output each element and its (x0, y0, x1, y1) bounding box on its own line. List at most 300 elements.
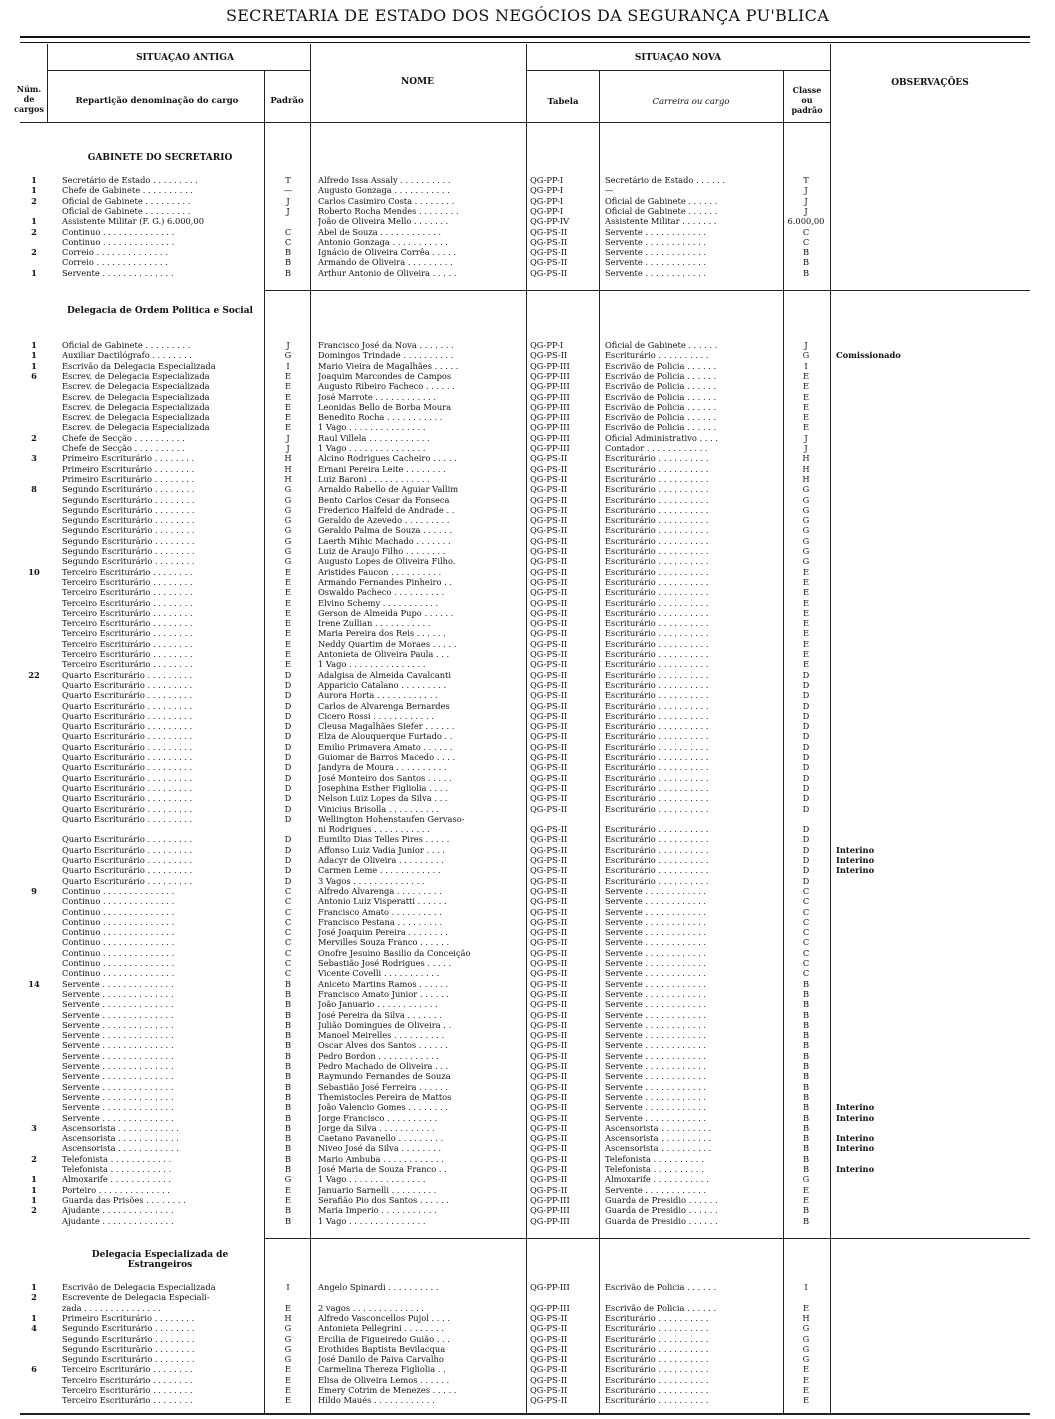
person-name: Angelo Spinardi . . . . . . . . . . (318, 1282, 439, 1292)
cargo-name: Quarto Escriturário . . . . . . . . . (62, 690, 193, 701)
tabela-value: QG-PS-II (530, 1323, 568, 1334)
person-name: Sebastião José Rodrigues . . . . . (318, 958, 452, 968)
padrao-value: G (284, 525, 292, 536)
person-name: Josephina Esther Figliolia . . . . (318, 782, 448, 793)
carreira-value: Servente . . . . . . . . . . . . (605, 1112, 707, 1123)
table-row (0, 1061, 1055, 1071)
carreira-value: Escriturário . . . . . . . . . . (605, 865, 709, 876)
tabela-value: QG-PP-I (530, 340, 564, 350)
table-row (0, 1354, 1055, 1364)
padrao-value: C (284, 236, 292, 247)
cargo-name: Servente . . . . . . . . . . . . . . (62, 1050, 174, 1061)
cargo-count: 1 (31, 1312, 37, 1323)
cargo-name: Terceiro Escriturário . . . . . . . . (62, 607, 193, 618)
table-row (0, 628, 1055, 638)
header-reparticao: Repartição denominação do cargo (75, 96, 239, 106)
table-row (0, 1020, 1055, 1030)
carreira-value: Escriturário . . . . . . . . . . (605, 484, 709, 495)
person-name: Arthur Antonio de Oliveira . . . . . (318, 267, 457, 278)
padrao-value: E (284, 1374, 292, 1385)
carreira-value: Contador . . . . . . . . . . . . (605, 443, 708, 453)
cargo-name: Primeiro Escriturário . . . . . . . . (62, 463, 195, 474)
person-name: Nelson Luiz Lopes da Silva . . . (318, 793, 448, 804)
person-name: Carlos de Alvarenga Bernardes (318, 700, 450, 711)
padrao-value: C (284, 937, 292, 948)
classe-value: G (802, 556, 810, 567)
carreira-value: Secretário de Estado . . . . . . (605, 175, 726, 185)
page-title: SECRETARIA DE ESTADO DOS NEGÓCIOS DA SEGURANÇA PU'BLICA (225, 6, 830, 25)
person-name: José Maria de Souza Franco . . (318, 1164, 447, 1174)
table-row (0, 1185, 1055, 1195)
carreira-value: Escriturário . . . . . . . . . . (605, 1385, 709, 1395)
carreira-value: Servente . . . . . . . . . . . . (605, 978, 707, 989)
person-name: Adalgisa de Almeida Cavalcanti (318, 669, 452, 680)
cargo-name: Continuo . . . . . . . . . . . . . . (62, 885, 175, 896)
person-name: Mario Ambuba . . . . . . . . . . . . (318, 1153, 444, 1164)
padrao-value: G (284, 515, 292, 526)
cargo-name: Terceiro Escriturário . . . . . . . . (62, 566, 193, 577)
person-name: Pedro Machado de Oliveira . . . (318, 1061, 449, 1071)
cargo-name: Terceiro Escriturário . . . . . . . . (62, 1364, 193, 1375)
cargo-name: Segundo Escriturário . . . . . . . . (62, 1323, 195, 1334)
tabela-value: QG-PS-II (530, 257, 568, 268)
classe-value: G (802, 504, 810, 515)
classe-value: E (802, 649, 810, 659)
table-row (0, 1051, 1055, 1061)
cargo-name: Servente . . . . . . . . . . . . . . (62, 1061, 174, 1071)
padrao-value: D (284, 752, 292, 762)
padrao-value: B (284, 1215, 292, 1226)
padrao-value: B (284, 988, 292, 999)
person-name: Antonio Luiz Visperatti . . . . . . (318, 896, 447, 907)
cargo-name: Correio . . . . . . . . . . . . . . (62, 247, 168, 258)
padrao-value: G (284, 494, 292, 505)
cargo-name: Quarto Escriturário . . . . . . . . . (62, 855, 193, 865)
cargo-name: Continuo . . . . . . . . . . . . . . (62, 947, 175, 958)
person-name: Benedito Rocha . . . . . . . . . . . (318, 412, 443, 423)
classe-value: E (802, 638, 810, 649)
table-row (0, 1040, 1055, 1050)
tabela-value: QG-PS-II (530, 927, 568, 938)
table-row (0, 587, 1055, 597)
padrao-value: B (284, 1050, 292, 1061)
cargo-name: Servente . . . . . . . . . . . . . . (62, 1071, 174, 1082)
tabela-value: QG-PS-II (530, 762, 568, 773)
carreira-value: Escriturário . . . . . . . . . . (605, 710, 709, 721)
classe-value: B (802, 1143, 810, 1154)
person-name: Maria Pereira dos Reis . . . . . . (318, 628, 446, 639)
tabela-value: QG-PS-II (530, 504, 568, 515)
padrao-value: G (284, 546, 292, 556)
observacao-value: Interino (836, 844, 875, 855)
header-padrao: Padrão (270, 96, 304, 106)
carreira-value: Escriturário . . . . . . . . . . (605, 669, 709, 680)
tabela-value: QG-PS-II (530, 546, 568, 556)
classe-value: B (802, 1205, 810, 1216)
classe-value: H (802, 1312, 810, 1323)
classe-value: E (802, 381, 810, 392)
cargo-name: Ascensorista . . . . . . . . . . . . (62, 1143, 179, 1154)
padrao-value: E (284, 1194, 292, 1205)
table-row (0, 216, 1055, 226)
table-row (0, 567, 1055, 577)
carreira-value: Escrivão de Policia . . . . . . (605, 401, 717, 412)
table-row (0, 793, 1055, 803)
carreira-value: Escriturário . . . . . . . . . . (605, 504, 709, 515)
classe-value: J (804, 205, 808, 216)
padrao-value: J (286, 340, 290, 350)
person-name: Erothides Baptista Bevilacqua (318, 1343, 446, 1354)
top-rule-thin (20, 42, 1030, 43)
classe-value: D (802, 669, 810, 680)
cargo-name: Primeiro Escriturário . . . . . . . . (62, 1312, 195, 1323)
cargo-name: Quarto Escriturário . . . . . . . . . (62, 834, 193, 845)
padrao-value: C (284, 927, 292, 938)
person-name: Neddy Quartim de Moraes . . . . . (318, 638, 457, 649)
padrao-value: E (284, 412, 292, 423)
person-name: Augusto Ribeiro Facheco . . . . . . (318, 381, 455, 392)
person-name: Mario Vieira de Magalhães . . . . . (318, 360, 459, 371)
padrao-value: B (284, 1061, 292, 1071)
person-name: Caetano Pavanello . . . . . . . . . (318, 1133, 444, 1144)
observacao-value: Interino (836, 865, 875, 876)
carreira-value: Servente . . . . . . . . . . . . (605, 1030, 707, 1041)
carreira-value: Escrivão de Policia . . . . . . (605, 381, 717, 392)
cargo-name: Ajudante . . . . . . . . . . . . . . (62, 1205, 174, 1216)
padrao-value: D (284, 700, 292, 711)
carreira-value: Escriturário . . . . . . . . . . (605, 494, 709, 505)
table-row (0, 1092, 1055, 1102)
carreira-value: Escriturário . . . . . . . . . . (605, 1323, 709, 1334)
cargo-name: Servente . . . . . . . . . . . . . . (62, 1009, 174, 1020)
cargo-name: Servente . . . . . . . . . . . . . . (62, 1019, 174, 1030)
classe-value: B (802, 247, 810, 258)
tabela-value: QG-PS-II (530, 1050, 568, 1061)
cargo-count: 22 (28, 669, 40, 680)
tabela-value: QG-PS-II (530, 1009, 568, 1020)
tabela-value: QG-PP-III (530, 1302, 570, 1313)
cargo-count: 1 (31, 1282, 37, 1292)
table-row (0, 268, 1055, 278)
cargo-name: Continuo . . . . . . . . . . . . . . (62, 236, 175, 247)
carreira-value: Escriturário . . . . . . . . . . (605, 1374, 709, 1385)
padrao-value: E (284, 566, 292, 577)
padrao-value: B (284, 1071, 292, 1082)
padrao-value: B (284, 1143, 292, 1154)
classe-value: E (802, 659, 810, 670)
padrao-value: C (284, 896, 292, 907)
cargo-name: Oficial de Gabinete . . . . . . . . . (62, 340, 191, 350)
person-name: Jandyra de Moura . . . . . . . . . . (318, 762, 447, 773)
padrao-value: E (284, 576, 292, 587)
table-row (0, 917, 1055, 927)
cargo-count: 2 (31, 1292, 37, 1303)
carreira-value: Escriturário . . . . . . . . . . (605, 782, 709, 793)
cargo-name: Continuo . . . . . . . . . . . . . . (62, 896, 175, 907)
header-rule-antiga (48, 70, 310, 71)
carreira-value: Escrivão de Policia . . . . . . (605, 391, 717, 402)
padrao-value: B (284, 978, 292, 989)
cargo-name: Terceiro Escriturário . . . . . . . . (62, 618, 193, 629)
tabela-value: QG-PS-II (530, 824, 568, 835)
classe-value: B (802, 1091, 810, 1102)
classe-value: B (802, 267, 810, 278)
table-row (0, 443, 1055, 453)
classe-value: C (802, 885, 810, 896)
classe-value: D (802, 875, 810, 886)
cargo-name: Segundo Escriturário . . . . . . . . (62, 556, 195, 567)
person-name: 3 Vagos . . . . . . . . . . . . . . (318, 875, 425, 886)
carreira-value: Almoxarife . . . . . . . . . . . (605, 1174, 709, 1185)
classe-value: G (802, 1343, 810, 1354)
person-name: Elza de Alouquerque Furtado . . (318, 731, 453, 742)
classe-value: B (802, 1215, 810, 1226)
cargo-name: Continuo . . . . . . . . . . . . . . (62, 906, 175, 917)
cargo-count: 1 (31, 216, 37, 227)
person-name: 1 Vago . . . . . . . . . . . . . . . (318, 1174, 426, 1185)
carreira-value: Servente . . . . . . . . . . . . (605, 896, 707, 907)
tabela-value: QG-PS-II (530, 865, 568, 876)
classe-value: E (802, 628, 810, 639)
carreira-value: Escriturário . . . . . . . . . . (605, 1333, 709, 1344)
classe-value: C (802, 896, 810, 907)
classe-value: B (802, 1102, 810, 1113)
classe-value: C (802, 236, 810, 247)
carreira-value: Escriturário . . . . . . . . . . (605, 824, 709, 835)
cargo-name: Terceiro Escriturário . . . . . . . . (62, 659, 193, 670)
header-bottom-rule (20, 122, 830, 123)
table-row (0, 577, 1055, 587)
classe-value: G (802, 350, 810, 361)
classe-value: J (804, 195, 808, 206)
section-separator-2 (264, 1238, 1030, 1239)
table-row (0, 742, 1055, 752)
cargo-name: Quarto Escriturário . . . . . . . . . (62, 782, 193, 793)
padrao-value: E (284, 1395, 292, 1406)
person-name: Apparicio Catalano . . . . . . . . . (318, 679, 447, 690)
tabela-value: QG-PS-II (530, 741, 568, 752)
padrao-value: B (284, 999, 292, 1010)
cargo-name: Escrev. de Delegacia Especializada (62, 370, 210, 381)
cargo-name: Terceiro Escriturário . . . . . . . . (62, 597, 193, 608)
person-name: Gerson de Almeida Pupo . . . . . . (318, 607, 454, 618)
table-row (0, 598, 1055, 608)
padrao-value: E (284, 401, 292, 412)
cargo-count: 1 (31, 175, 37, 185)
table-row (0, 1010, 1055, 1020)
padrao-value: E (284, 1385, 292, 1395)
carreira-value: Servente . . . . . . . . . . . . (605, 1102, 707, 1113)
cargo-name: Servente . . . . . . . . . . . . . . (62, 1102, 174, 1113)
person-name: Abel de Souza . . . . . . . . . . . . (318, 226, 441, 237)
person-name: Emilio Primavera Amato . . . . . . (318, 741, 453, 752)
cargo-name: Segundo Escriturário . . . . . . . . (62, 1354, 195, 1365)
classe-value: B (802, 1122, 810, 1133)
cargo-name: Continuo . . . . . . . . . . . . . . (62, 916, 175, 927)
classe-value: E (802, 566, 810, 577)
carreira-value: Assistente Militar . . . . . . . (605, 216, 717, 227)
tabela-value: QG-PS-II (530, 793, 568, 804)
tabela-value: QG-PS-II (530, 267, 568, 278)
padrao-value: D (284, 772, 292, 783)
table-row (0, 196, 1055, 206)
table-row (0, 556, 1055, 566)
carreira-value: Escriturário . . . . . . . . . . (605, 525, 709, 536)
table-row (0, 1102, 1055, 1112)
tabela-value: QG-PP-III (530, 391, 570, 402)
tabela-value: QG-PS-II (530, 525, 568, 536)
person-name: Jorge Francisco . . . . . . . . . . (318, 1112, 438, 1123)
tabela-value: QG-PS-II (530, 752, 568, 762)
classe-value: D (802, 690, 810, 701)
cargo-name: Terceiro Escriturário . . . . . . . . (62, 576, 193, 587)
padrao-value: E (284, 628, 292, 639)
cargo-name: Servente . . . . . . . . . . . . . . (62, 1040, 174, 1051)
padrao-value: D (284, 679, 292, 690)
table-row (0, 639, 1055, 649)
carreira-value: Escriturário . . . . . . . . . . (605, 762, 709, 773)
person-name: ni Rodrigues . . . . . . . . . . . (318, 824, 430, 835)
tabela-value: QG-PS-II (530, 968, 568, 979)
tabela-value: QG-PS-II (530, 855, 568, 865)
tabela-value: QG-PS-II (530, 1343, 568, 1354)
header-situacao-antiga: SITUAÇAO ANTIGA (136, 53, 234, 63)
classe-value: D (802, 824, 810, 835)
padrao-value: B (284, 247, 292, 258)
classe-value: E (802, 1302, 810, 1313)
cargo-name: Quarto Escriturário . . . . . . . . . (62, 721, 193, 732)
tabela-value: QG-PS-II (530, 1102, 568, 1113)
person-name: Elvino Schemy . . . . . . . . . . . (318, 597, 439, 608)
table-row (0, 968, 1055, 978)
tabela-value: QG-PS-II (530, 896, 568, 907)
padrao-value: B (284, 1102, 292, 1113)
person-name: Ercilia de Figueiredo Guião . . . (318, 1333, 450, 1344)
person-name: Leonidas Bello de Borba Moura (318, 401, 452, 412)
classe-value: B (802, 1164, 810, 1174)
person-name: Alcino Rodrigues Cacheiro . . . . . (318, 453, 457, 464)
padrao-value: E (284, 618, 292, 629)
observacao-value: Interino (836, 1143, 875, 1154)
classe-value: C (802, 937, 810, 948)
table-row (0, 206, 1055, 216)
cargo-count: 1 (31, 267, 37, 278)
classe-value: D (802, 834, 810, 845)
padrao-value: D (284, 855, 292, 865)
tabela-value: QG-PS-II (530, 721, 568, 732)
padrao-value: E (284, 370, 292, 381)
table-row (0, 257, 1055, 267)
cargo-name: Escrev. de Delegacia Especializada (62, 412, 210, 423)
classe-value: B (802, 1040, 810, 1051)
tabela-value: QG-PS-II (530, 1040, 568, 1051)
table-row (0, 824, 1055, 834)
classe-value: E (802, 391, 810, 402)
padrao-value: D (284, 865, 292, 876)
classe-value: B (802, 1019, 810, 1030)
cargo-name: Ascensorista . . . . . . . . . . . . (62, 1122, 179, 1133)
table-row (0, 711, 1055, 721)
person-name: Francisco Amato Junior . . . . . . (318, 988, 449, 999)
cargo-name: Auxiliar Dactilógrafo . . . . . . . . (62, 350, 192, 361)
carreira-value: Escriturário . . . . . . . . . . (605, 576, 709, 587)
classe-value: E (802, 1385, 810, 1395)
person-name: Aristides Faucon . . . . . . . . . . (318, 566, 442, 577)
person-name: Onofre Jesuino Basilio da Conceição (318, 947, 471, 958)
carreira-value: Servente . . . . . . . . . . . . (605, 1091, 707, 1102)
classe-value: D (802, 803, 810, 814)
padrao-value: B (284, 1133, 292, 1144)
classe-value: G (802, 1174, 810, 1185)
padrao-value: D (284, 731, 292, 742)
person-name: Januario Sarnelli . . . . . . . . . (318, 1184, 437, 1195)
cargo-name: Escrev. de Delegacia Especializada (62, 401, 210, 412)
padrao-value: G (284, 535, 292, 546)
cargo-count: 1 (31, 360, 37, 371)
classe-value: D (802, 772, 810, 783)
padrao-value: G (284, 1333, 292, 1344)
tabela-value: QG-PS-II (530, 988, 568, 999)
cargo-name: Ajudante . . . . . . . . . . . . . . (62, 1215, 174, 1226)
cargo-count: 8 (31, 484, 37, 495)
carreira-value: Escriturário . . . . . . . . . . (605, 844, 709, 855)
padrao-value: C (284, 226, 292, 237)
classe-value: B (802, 988, 810, 999)
tabela-value: QG-PS-II (530, 535, 568, 546)
person-name: 1 Vago . . . . . . . . . . . . . . . (318, 659, 426, 670)
padrao-value: B (284, 1040, 292, 1051)
table-row (0, 999, 1055, 1009)
cargo-name: Escrev. de Delegacia Especializada (62, 391, 210, 402)
table-row (0, 392, 1055, 402)
person-name: João Januario . . . . . . . . . . . . (318, 999, 438, 1010)
cargo-name: Oficial de Gabinete . . . . . . . . . (62, 205, 191, 216)
table-row (0, 361, 1055, 371)
padrao-value: E (284, 422, 292, 433)
classe-value: D (802, 855, 810, 865)
cargo-name: zada . . . . . . . . . . . . . . . (62, 1302, 161, 1313)
classe-value: D (802, 844, 810, 855)
person-name: Eumilto Dias Telles Pires . . . . . (318, 834, 450, 845)
cargo-name: Terceiro Escriturário . . . . . . . . (62, 587, 193, 598)
cargo-count: 1 (31, 350, 37, 361)
person-name: Manoel Meirelles . . . . . . . . . . (318, 1030, 445, 1041)
table-row (0, 804, 1055, 814)
table-row (0, 1216, 1055, 1226)
cargo-name: Segundo Escriturário . . . . . . . . (62, 484, 195, 495)
padrao-value: H (284, 463, 292, 474)
padrao-value: H (284, 453, 292, 464)
person-name: 1 Vago . . . . . . . . . . . . . . . (318, 1215, 426, 1226)
classe-value: E (802, 587, 810, 598)
cargo-name: Terceiro Escriturário . . . . . . . . (62, 1395, 193, 1406)
cargo-name: Segundo Escriturário . . . . . . . . (62, 546, 195, 556)
classe-value: D (802, 752, 810, 762)
padrao-value: D (284, 710, 292, 721)
classe-value: G (802, 535, 810, 546)
tabela-value: QG-PS-II (530, 844, 568, 855)
padrao-value: D (284, 834, 292, 845)
table-row (0, 773, 1055, 783)
carreira-value: Escriturário . . . . . . . . . . (605, 772, 709, 783)
person-name: Sebastião José Ferreira . . . . . . (318, 1081, 449, 1092)
carreira-value: Escriturário . . . . . . . . . . (605, 679, 709, 690)
tabela-value: QG-PP-III (530, 360, 570, 371)
person-name: 2 vagos . . . . . . . . . . . . . . (318, 1302, 424, 1313)
cargo-name: Chefe de Secção . . . . . . . . . . (62, 432, 185, 443)
person-name: Guiomar de Barros Macedo . . . . (318, 752, 456, 762)
cargo-name: Segundo Escriturário . . . . . . . . (62, 515, 195, 526)
